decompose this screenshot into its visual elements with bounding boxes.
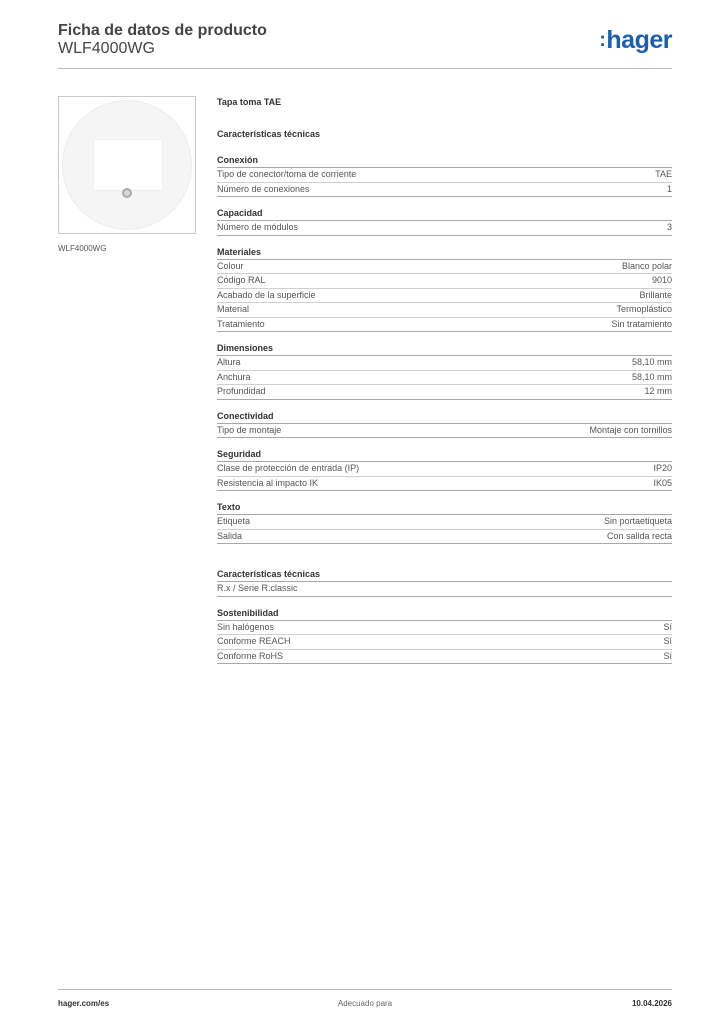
- section-heading: Características técnicas: [217, 568, 672, 582]
- spec-label: Código RAL: [217, 275, 266, 285]
- section-heading: Conectividad: [217, 410, 672, 424]
- spec-value: Termoplástico: [616, 304, 672, 314]
- spec-label: Profundidad: [217, 386, 266, 396]
- spec-label: Número de módulos: [217, 222, 299, 232]
- spec-label: Sin halógenos: [217, 621, 275, 632]
- section-texto: [217, 501, 672, 544]
- page-header: [58, 20, 672, 70]
- spec-row: [217, 530, 672, 545]
- page-footer: [58, 989, 672, 1008]
- footer-center-text: Adecuado para: [337, 999, 393, 1008]
- hager-logo: [599, 26, 672, 55]
- section-heading: Seguridad: [217, 448, 672, 462]
- spec-label: Resistencia al impacto IK: [217, 477, 319, 488]
- spec-label: Salida: [217, 530, 243, 541]
- spec-value: Blanco polar: [621, 260, 672, 271]
- spec-value: Sin tratamiento: [611, 318, 672, 329]
- spec-row: [217, 303, 672, 318]
- section-heading: Texto: [217, 501, 672, 515]
- spec-label: Acabado de la superficie: [217, 289, 316, 300]
- product-image: [58, 96, 196, 234]
- section-heading: Conexión: [217, 154, 672, 168]
- spec-content: [217, 95, 672, 664]
- logo-colon-icon: :: [599, 29, 606, 51]
- spec-row: [217, 462, 672, 477]
- spec-label: Tipo de montaje: [217, 424, 282, 435]
- spec-label: Altura: [217, 357, 241, 367]
- spec-label: Conforme RoHS: [217, 650, 284, 661]
- spec-value: 58,10 mm: [631, 357, 672, 367]
- section-sostenibilidad: [217, 607, 672, 665]
- spec-row: [217, 356, 672, 371]
- spec-value: Sí: [663, 621, 672, 632]
- section-conectividad: [217, 410, 672, 439]
- spec-row: [217, 168, 672, 183]
- section-heading: Materiales: [217, 246, 672, 260]
- spec-row: [217, 385, 672, 400]
- section-materiales: [217, 246, 672, 333]
- spec-row: [217, 582, 672, 597]
- spec-value: Montaje con tornillos: [589, 424, 672, 435]
- spec-value: Sí: [663, 650, 672, 661]
- spec-row: [217, 318, 672, 333]
- spec-value: IP20: [653, 463, 672, 473]
- spec-label: Colour: [217, 260, 244, 271]
- spec-value: Con salida recta: [606, 530, 672, 541]
- spec-label: Clase de protección de entrada (IP): [217, 463, 360, 473]
- spec-value: Sí: [663, 636, 672, 646]
- cover-plate-icon: [62, 100, 192, 230]
- spec-value: 3: [666, 222, 672, 232]
- spec-row: [217, 371, 672, 386]
- spec-row: [217, 650, 672, 665]
- screw-icon: [122, 188, 132, 198]
- spec-row: [217, 621, 672, 636]
- spec-label: Anchura: [217, 371, 251, 382]
- footer-date: 10.04.2026: [631, 999, 672, 1008]
- spec-label: Conforme REACH: [217, 636, 291, 646]
- section-capacidad: [217, 207, 672, 236]
- section-heading: Capacidad: [217, 207, 672, 221]
- section-heading: Sostenibilidad: [217, 607, 672, 621]
- header-divider: [58, 68, 672, 69]
- section-heading: Dimensiones: [217, 342, 672, 356]
- document-title: Ficha de datos de producto: [58, 22, 267, 39]
- section-caracteristicas: [217, 568, 672, 597]
- spec-label: Etiqueta: [217, 516, 251, 526]
- section-seguridad: [217, 448, 672, 491]
- plate-window: [94, 140, 162, 190]
- footer-website-link[interactable]: hager.com/es: [58, 999, 110, 1008]
- spec-value: TAE: [655, 169, 672, 179]
- tech-heading: Características técnicas: [217, 129, 321, 139]
- spec-row: [217, 274, 672, 289]
- spec-label: Número de conexiones: [217, 183, 310, 194]
- spec-row: [217, 424, 672, 439]
- spec-label: Tratamiento: [217, 318, 265, 329]
- spec-value: 12 mm: [644, 386, 672, 396]
- section-dimensiones: [217, 342, 672, 400]
- spec-label: Material: [217, 304, 250, 314]
- spec-value: Brillante: [639, 289, 672, 300]
- spec-value: 9010: [651, 275, 672, 285]
- document-subtitle: WLF4000WG: [58, 40, 155, 57]
- spec-row: [217, 515, 672, 530]
- section-conexion: [217, 154, 672, 197]
- spec-row: [217, 183, 672, 198]
- spec-value: 58,10 mm: [631, 371, 672, 382]
- spec-row: [217, 477, 672, 492]
- spec-label: R.x / Serie R.classic: [217, 583, 298, 593]
- spec-value: 1: [666, 183, 672, 194]
- product-name: Tapa toma TAE: [217, 97, 282, 107]
- spec-row: [217, 289, 672, 304]
- image-caption: WLF4000WG: [58, 244, 107, 253]
- spec-value: Sin portaetiqueta: [603, 516, 672, 526]
- logo-text: hager: [606, 26, 672, 54]
- spec-value: IK05: [653, 477, 672, 488]
- spec-row: [217, 260, 672, 275]
- spec-row: [217, 635, 672, 650]
- spec-label: Tipo de conector/toma de corriente: [217, 169, 357, 179]
- spec-row: [217, 221, 672, 236]
